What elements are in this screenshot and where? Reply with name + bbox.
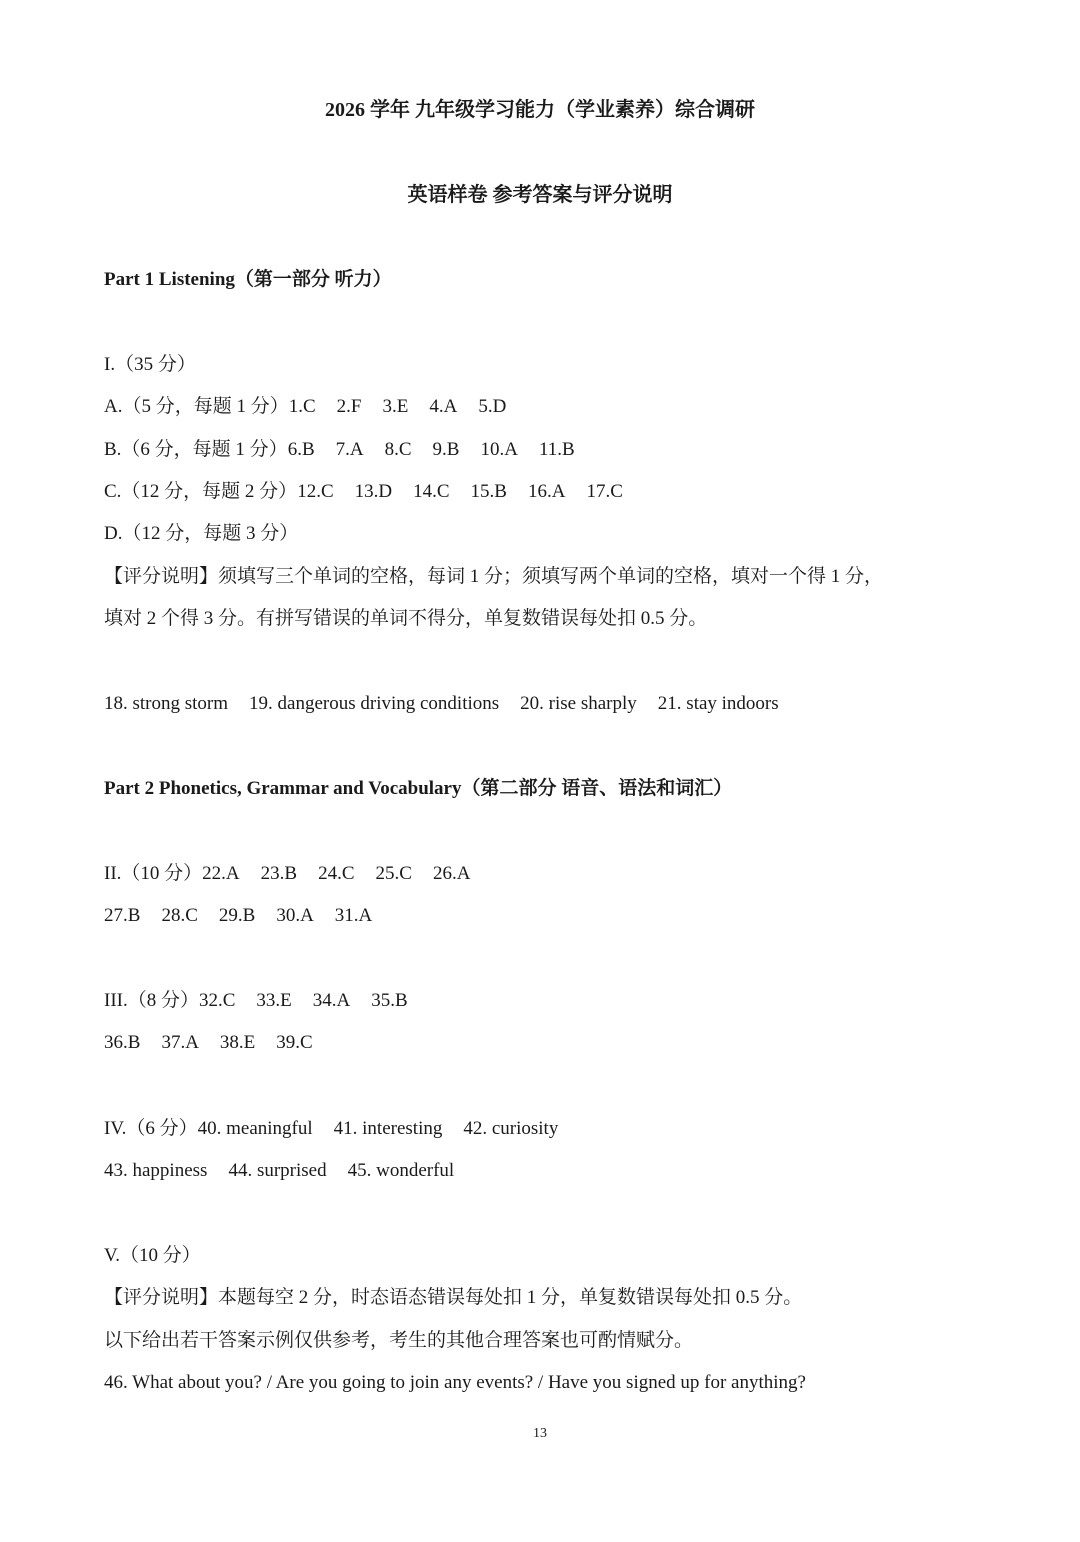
answer-item: 41. interesting bbox=[333, 1118, 443, 1139]
answer-item: 2.F bbox=[336, 396, 362, 417]
section-III-row-2 bbox=[104, 1029, 313, 1057]
answer-item: 14.C bbox=[413, 481, 450, 502]
answer-item: 1.C bbox=[288, 396, 316, 417]
answer-item: 32.C bbox=[198, 990, 236, 1011]
answer-item: 8.C bbox=[384, 439, 412, 460]
answer-item: 39.C bbox=[276, 1032, 313, 1053]
section-C-answers bbox=[104, 478, 623, 506]
answer-item: 22.A bbox=[202, 863, 240, 884]
answer-item: 7.A bbox=[335, 439, 364, 460]
answer-item: 27.B bbox=[104, 905, 141, 926]
answer-item: 37.A bbox=[161, 1032, 199, 1053]
section-II-row-2 bbox=[104, 902, 372, 930]
part1-heading: Part 1 Listening（第一部分 听力） bbox=[104, 269, 392, 290]
section-V-scoring-note: 【评分说明】本题每空 2 分，时态语态错误每处扣 1 分，单复数错误每处扣 0.5 分。 bbox=[104, 1287, 803, 1308]
document-title: 2026 学年 九年级学习能力（学业素养）综合调研 bbox=[325, 99, 755, 121]
answer-item: 29.B bbox=[218, 905, 256, 926]
section-V-reference-note: 以下给出若干答案示例仅供参考，考生的其他合理答案也可酌情赋分。 bbox=[104, 1330, 694, 1351]
section-IV-row-2 bbox=[104, 1157, 454, 1185]
answer-item: 34.A bbox=[312, 990, 351, 1011]
answer-item: 20. rise sharply bbox=[520, 693, 637, 714]
answer-item: 36.B bbox=[104, 1032, 141, 1053]
page-number: 13 bbox=[533, 1426, 547, 1441]
section-C-label: C.（12 分，每题 2 分） bbox=[104, 481, 298, 502]
answer-item: 9.B bbox=[432, 439, 460, 460]
answer-item: 5.D bbox=[478, 396, 507, 417]
answer-item: 11.B bbox=[538, 439, 575, 460]
answer-item: 24.C bbox=[318, 863, 355, 884]
answer-item: 40. meaningful bbox=[197, 1118, 313, 1139]
document-subtitle: 英语样卷 参考答案与评分说明 bbox=[407, 184, 673, 206]
answer-item: 35.B bbox=[371, 990, 408, 1011]
section-IV-row-1 bbox=[104, 1115, 558, 1143]
section-II-label: II.（10 分） bbox=[104, 863, 203, 884]
section-I-label: I.（35 分） bbox=[104, 354, 196, 375]
answer-item: 16.A bbox=[527, 481, 566, 502]
answer-item: 6.B bbox=[287, 439, 315, 460]
section-A-answers bbox=[104, 393, 506, 421]
answer-item: 23.B bbox=[260, 863, 298, 884]
answer-item: 30.A bbox=[276, 905, 314, 926]
answer-item: 12.C bbox=[297, 481, 334, 502]
section-A-label: A.（5 分，每题 1 分） bbox=[104, 396, 289, 417]
answer-item: 43. happiness bbox=[104, 1160, 208, 1181]
answer-item: 33.E bbox=[256, 990, 292, 1011]
answer-item: 15.B bbox=[470, 481, 507, 502]
section-III-row-1 bbox=[104, 987, 408, 1015]
answer-item: 21. stay indoors bbox=[657, 693, 779, 714]
answer-item: 17.C bbox=[586, 481, 623, 502]
section-IV-label: IV.（6 分） bbox=[104, 1118, 198, 1139]
section-II-row-1 bbox=[104, 860, 470, 888]
section-III-label: III.（8 分） bbox=[104, 990, 199, 1011]
answer-46: 46. What about you? / Are you going to join any events? / Have you signed up for anything? bbox=[104, 1372, 806, 1393]
answer-item: 28.C bbox=[161, 905, 198, 926]
answer-item: 45. wonderful bbox=[347, 1160, 455, 1181]
part2-heading: Part 2 Phonetics, Grammar and Vocabulary（第二部分 语音、语法和词汇） bbox=[104, 778, 733, 799]
answer-item: 19. dangerous driving conditions bbox=[249, 693, 500, 714]
answer-item: 4.A bbox=[429, 396, 458, 417]
section-B-answers bbox=[104, 436, 575, 464]
answer-item: 38.E bbox=[219, 1032, 256, 1053]
scoring-note-line-2: 填对 2 个得 3 分。有拼写错误的单词不得分，单复数错误每处扣 0.5 分。 bbox=[104, 608, 708, 629]
answer-item: 44. surprised bbox=[228, 1160, 327, 1181]
scoring-note-line-1: 【评分说明】须填写三个单词的空格，每词 1 分；须填写两个单词的空格，填对一个得 1 分， bbox=[104, 566, 884, 587]
answer-item: 3.E bbox=[382, 396, 409, 417]
answer-item: 42. curiosity bbox=[463, 1118, 559, 1139]
answer-item: 18. strong storm bbox=[104, 693, 229, 714]
section-D-label: D.（12 分，每题 3 分） bbox=[104, 523, 299, 544]
section-B-label: B.（6 分，每题 1 分） bbox=[104, 439, 288, 460]
answers-18-21 bbox=[104, 690, 779, 718]
section-V-label: V.（10 分） bbox=[104, 1245, 201, 1266]
answer-item: 31.A bbox=[334, 905, 373, 926]
answer-item: 10.A bbox=[480, 439, 518, 460]
answer-item: 13.D bbox=[354, 481, 393, 502]
answer-item: 26.A bbox=[432, 863, 471, 884]
answer-item: 25.C bbox=[375, 863, 412, 884]
